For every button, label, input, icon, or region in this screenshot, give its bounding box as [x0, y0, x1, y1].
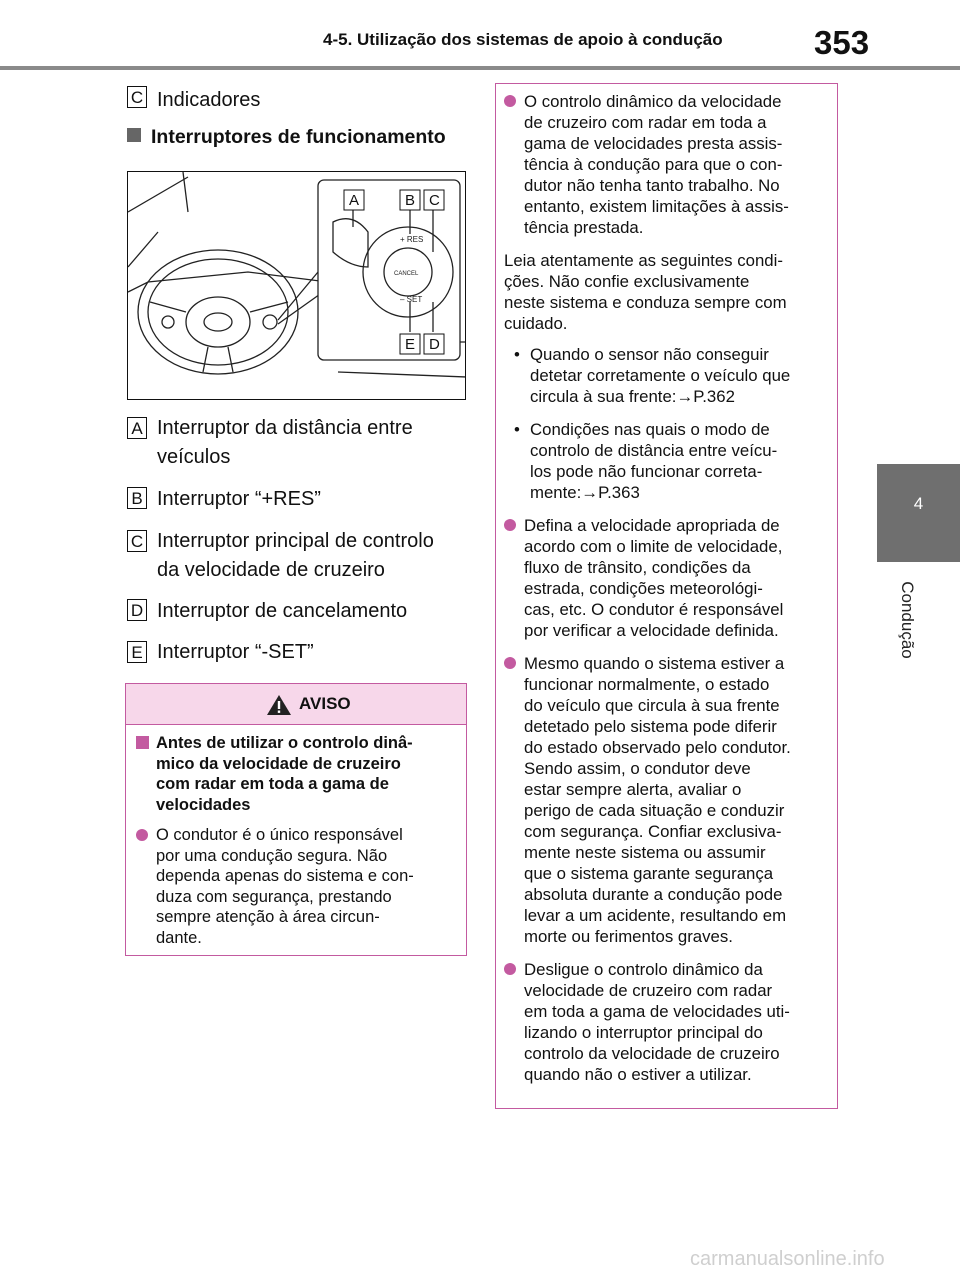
note-line: perigo de cada situação e conduzir — [524, 801, 785, 820]
warning-label: AVISO — [299, 694, 351, 713]
item-c-line2: da velocidade de cruzeiro — [157, 559, 385, 581]
note-line: quando não o estiver a utilizar. — [524, 1065, 752, 1084]
note-bullet-2 — [504, 419, 827, 503]
note-line: controlo de distância entre veícu- — [530, 441, 778, 460]
figure-callout-e: E — [405, 336, 416, 353]
item-a-line1: Interruptor da distância entre — [157, 417, 413, 439]
note-line: estar sempre alerta, avaliar o — [524, 780, 742, 799]
steering-wheel-svg — [128, 172, 466, 400]
chapter-tab — [877, 464, 960, 562]
watermark: carmanualsonline.info — [690, 1248, 885, 1270]
steering-wheel-illustration — [127, 171, 466, 400]
note-line: acordo com o limite de velocidade, — [524, 537, 783, 556]
indicator-item — [127, 86, 147, 108]
item-letter-b: B — [127, 487, 147, 509]
page-number: 353 — [814, 24, 870, 61]
note-line: detetar corretamente o veículo que — [530, 366, 791, 385]
item-d-line1: Interruptor de cancelamento — [157, 600, 408, 622]
note-plain-paragraph — [504, 250, 827, 334]
warning-paragraph — [136, 825, 454, 948]
note-line: Mesmo quando o sistema estiver a — [524, 654, 785, 673]
note-line: com segurança. Confiar exclusiva- — [524, 822, 782, 841]
header-rule — [0, 66, 960, 70]
item-letter-c-box — [127, 530, 147, 552]
item-letter-a: A — [127, 417, 147, 439]
note-line: controlo da velocidade de cruzeiro — [524, 1044, 780, 1063]
section-title: 4-5. Utilização dos sistemas de apoio à condução — [323, 30, 723, 49]
item-letter-a-box — [127, 417, 147, 439]
note-line: Desligue o controlo dinâmico da — [524, 960, 763, 979]
note-line: Leia atentamente as seguintes condi- — [504, 251, 783, 270]
section-heading — [127, 126, 446, 149]
note-line: estrada, condições meteorológi- — [524, 579, 763, 598]
note-line: cuidado. — [504, 314, 568, 333]
bullet-char: • — [514, 420, 520, 439]
note-line: em toda a gama de velocidades uti- — [524, 1002, 790, 1021]
square-bullet-icon — [127, 128, 141, 142]
note-line: los pode não funcionar correta- — [530, 462, 763, 481]
item-c-line1: Interruptor principal de controlo — [157, 530, 434, 552]
note-paragraph-4 — [504, 653, 827, 947]
warning-triangle-icon — [266, 694, 292, 716]
note-line: tência à condução para que o con- — [524, 155, 783, 174]
note-line: neste sistema e conduza sempre com — [504, 293, 787, 312]
bullet-char: • — [514, 345, 520, 364]
note-line: detetado pelo sistema pode diferir — [524, 717, 777, 736]
item-b-line1: Interruptor “+RES” — [157, 488, 321, 510]
warning-body — [126, 725, 466, 948]
note-line: Condições nas quais o modo de — [530, 420, 770, 439]
warning-line: dependa apenas do sistema e con- — [156, 867, 414, 885]
note-line: por verificar a velocidade definida. — [524, 621, 779, 640]
item-letter-d-box — [127, 599, 147, 621]
warning-line: dante. — [156, 928, 202, 947]
note-line: gama de velocidades presta assis- — [524, 134, 783, 153]
note-line: O controlo dinâmico da velocidade — [524, 92, 782, 111]
section-heading-text: Interruptores de funcionamento — [151, 126, 446, 148]
note-line: Sendo assim, o condutor deve — [524, 759, 751, 778]
item-letter-c: C — [127, 530, 147, 552]
set-label: – SET — [400, 295, 423, 304]
figure-callout-b: B — [405, 192, 416, 209]
warning-line: sempre atenção à área circun- — [156, 908, 380, 926]
note-line: mente neste sistema ou assumir — [524, 843, 766, 862]
warning-heading — [136, 733, 454, 815]
item-letter-e-box — [127, 641, 147, 663]
note-line: lizando o interruptor principal do — [524, 1023, 763, 1042]
warning-heading-line: Antes de utilizar o controlo dinâ- — [156, 734, 413, 752]
warning-heading-line: mico da velocidade de cruzeiro — [156, 754, 401, 773]
note-line: do estado observado pelo condutor. — [524, 738, 791, 757]
warning-line: O condutor é o único responsável — [156, 826, 403, 844]
cancel-label: CANCEL — [394, 271, 419, 277]
round-bullet-icon — [136, 829, 148, 841]
square-bullet-icon — [136, 736, 149, 749]
warning-line: por uma condução segura. Não — [156, 846, 388, 865]
note-line: Defina a velocidade apropriada de — [524, 516, 780, 535]
note-line: velocidade de cruzeiro com radar — [524, 981, 773, 1000]
figure-callout-c: C — [429, 192, 440, 209]
item-a-line2: veículos — [157, 446, 231, 468]
round-bullet-icon — [504, 963, 516, 975]
note-paragraph-3 — [504, 515, 827, 641]
warning-heading-line: com radar em toda a gama de — [156, 775, 389, 793]
note-line: dutor não tenha tanto trabalho. No — [524, 176, 780, 195]
note-line: do veículo que circula à sua frente — [524, 696, 780, 715]
note-paragraph-5 — [504, 959, 827, 1085]
callout-letter: C — [127, 86, 147, 108]
warning-line: duza com segurança, prestando — [156, 887, 392, 906]
note-line: entanto, existem limitações à assis- — [524, 197, 789, 216]
note-line: morte ou ferimentos graves. — [524, 927, 733, 946]
note-line: de cruzeiro com radar em toda a — [524, 113, 767, 132]
notes-box — [495, 83, 838, 1109]
note-line: Quando o sensor não conseguir — [530, 345, 769, 364]
note-line: tência prestada. — [524, 218, 644, 237]
note-line: fluxo de trânsito, condições da — [524, 558, 751, 577]
note-line: que o sistema garante segurança — [524, 864, 774, 883]
item-letter-b-box — [127, 487, 147, 509]
item-letter-d: D — [127, 599, 147, 621]
note-bullet-1 — [504, 344, 827, 407]
warning-header — [126, 684, 466, 725]
res-label: + RES — [400, 235, 424, 244]
note-line: funcionar normalmente, o estado — [524, 675, 770, 694]
chapter-label: Condução — [898, 581, 917, 659]
note-paragraph-1 — [504, 91, 827, 238]
note-line: mente:→P.363 — [530, 483, 640, 502]
chapter-label-wrap — [884, 570, 930, 680]
item-letter-e: E — [127, 641, 147, 663]
note-line: levar a um acidente, resultando em — [524, 906, 787, 925]
round-bullet-icon — [504, 519, 516, 531]
item-e-line1: Interruptor “-SET” — [157, 641, 314, 663]
note-line: absoluta durante a condução pode — [524, 885, 783, 904]
chapter-number: 4 — [913, 494, 924, 513]
figure-callout-d: D — [429, 336, 440, 353]
warning-heading-line: velocidades — [156, 795, 251, 814]
note-line: ções. Não confie exclusivamente — [504, 272, 750, 291]
note-line: circula à sua frente:→P.362 — [530, 387, 735, 406]
figure-callout-a: A — [349, 192, 360, 209]
warning-box — [125, 683, 467, 956]
note-line: cas, etc. O condutor é responsável — [524, 600, 784, 619]
round-bullet-icon — [504, 95, 516, 107]
indicator-text: Indicadores — [157, 89, 261, 111]
round-bullet-icon — [504, 657, 516, 669]
